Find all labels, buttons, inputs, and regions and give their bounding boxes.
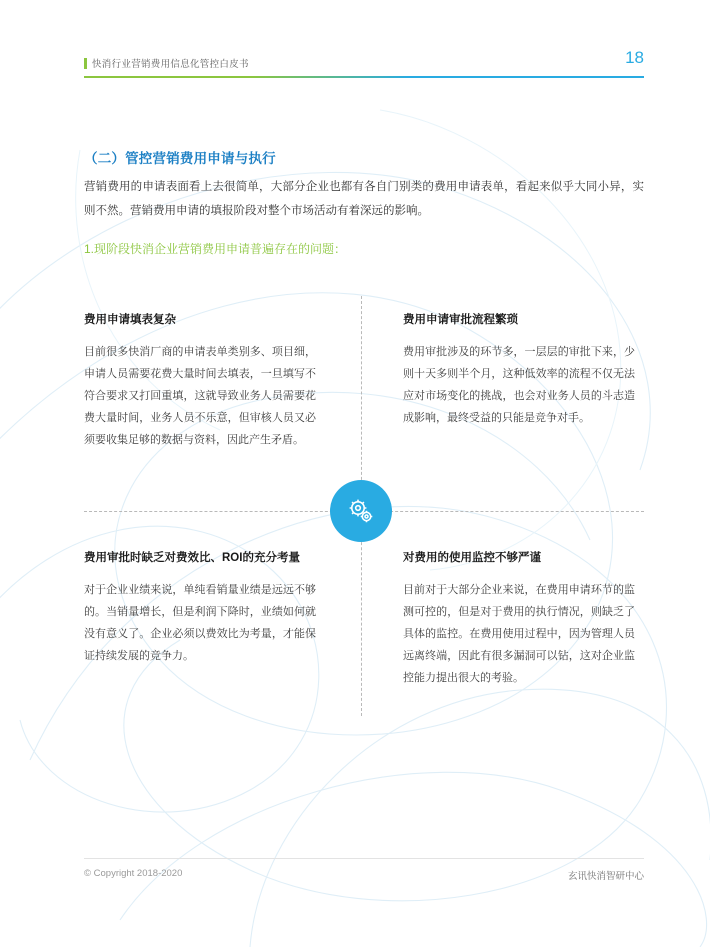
footer-organization: 玄讯快消智研中心 [567,871,644,882]
page-header [84,48,644,82]
quadrant-title: 对费用的使用监控不够严谨 [403,552,541,564]
quadrant-body: 目前对于大部分企业来说，在费用申请环节的监测可控的，但是对于费用的执行情况，则缺乏了具体的监控。在费用使用过程中，因为管理人员远离终端，因此有很多漏洞可以钻，这对企业监控能力提出很大的考验。 [403,584,635,684]
center-gear-badge [330,480,392,542]
footer-divider-rule [84,858,644,859]
quadrant-body: 目前很多快消厂商的申请表单类别多、项目细，申请人员需要花费大量时间去填表，一旦填写不符合要求又打回重填，这就导致业务人员需要花费大量时间，业务人员不乐意，但审核人员又必须要收集足够的数据与资料，因此产生矛盾。 [84,346,316,446]
quadrant-title: 费用审批时缺乏对费效比、ROI的充分考量 [84,552,300,564]
quadrant-body: 对于企业业绩来说，单纯看销量业绩是远远不够的。当销量增长，但是利润下降时，业绩如何就没有意义了。企业必须以费效比为考量，才能保证持续发展的竞争力。 [84,584,316,662]
quadrant-body: 费用审批涉及的环节多，一层层的审批下来，少则十天多则半个月，这种低效率的流程不仅无法应对市场变化的挑战，也会对业务人员的斗志造成影响，最终受益的只能是竞争对手。 [403,346,635,424]
header-title-wrap [84,56,249,70]
subsection-heading: 1.现阶段快消企业营销费用申请普遍存在的问题： [84,242,347,256]
section-heading: （二）管控营销费用申请与执行 [84,151,276,166]
document-title: 快消行业营销费用信息化管控白皮书 [92,59,249,70]
quadrant-top-right [403,311,635,429]
quadrant-bottom-right [403,549,635,689]
quadrant-bottom-left [84,549,316,667]
intro-paragraph: 营销费用的申请表面看上去很简单，大部分企业也都有各自门别类的费用申请表单，看起来似乎大同小异，实则不然。营销费用申请的填报阶段对整个市场活动有着深远的影响。 [84,181,644,217]
gears-icon [345,495,377,527]
page-number: 18 [625,48,644,67]
quadrant-title: 费用申请填表复杂 [84,314,176,326]
header-divider-rule [84,76,644,78]
header-accent-bar [84,58,87,69]
quadrant-top-left [84,311,316,451]
quadrant-title: 费用申请审批流程繁琐 [403,314,518,326]
footer-copyright: © Copyright 2018-2020 [84,868,183,879]
